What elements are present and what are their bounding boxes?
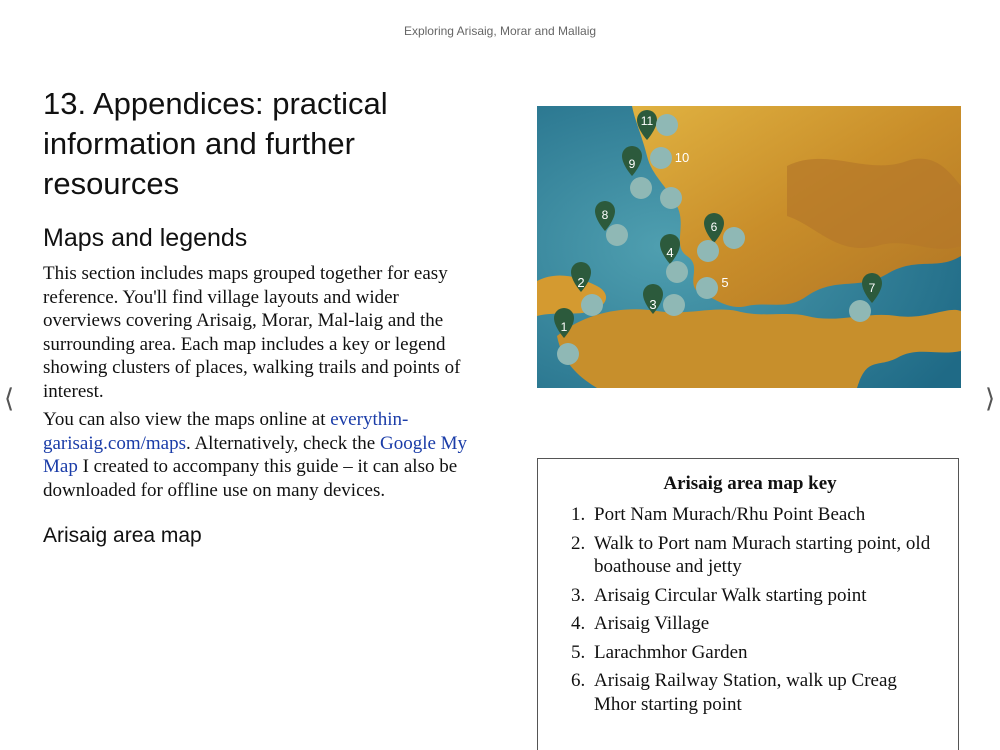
arisaig-area-map [537,106,961,388]
marker-label: 2 [577,275,585,290]
intro-paragraph: This section includes maps grouped together for easy reference. You'll find village layouts and wider overviews covering Arisaig, Morar, Mal-laig and the surrounding area. Each map includes a key or legend showing clusters of places, walking trails and points of interest. [43,263,461,402]
paragraph-text: You can also view the maps online at [43,409,331,430]
map-key-item: 2. Walk to Port nam Murach starting point, old boathouse and jetty [590,532,938,579]
paragraph-text: I created to accompany this guide – it can also be downloaded for offline use on many devices. [43,456,458,501]
marker-label: 4 [666,245,674,260]
map-key-item: 4. Arisaig Village [590,612,938,636]
online-maps-paragraph [43,408,475,502]
golf-icon [660,187,682,209]
map-key-list [562,503,938,716]
previous-page-arrow-icon[interactable]: ⟨ [4,384,15,414]
map-key-title: Arisaig area map key [663,473,837,494]
map-illustration [537,106,961,388]
shell-icon [630,177,652,199]
marker-label: 6 [710,220,718,234]
shell-icon [656,114,678,136]
hiker-icon [663,294,685,316]
paragraph-text: . Alternatively, check the [186,432,380,454]
marker-label: 11 [640,114,654,128]
map-key-box [537,458,959,750]
marker-label: 1 [560,320,568,334]
map-key-item: 6. Arisaig Railway Station, walk up Creag Mhor starting point [590,669,938,716]
village-icon [666,261,688,283]
marker-label: 5 [721,275,729,290]
subsection-title: Arisaig area map [43,524,202,547]
marker-label: 7 [868,281,876,295]
monument-icon [849,300,871,322]
map-key-item: 5. Larachmhor Garden [590,641,938,665]
hiker-icon [650,147,672,169]
map-key-item: 1. Port Nam Murach/Rhu Point Beach [590,503,938,527]
maps-website-link[interactable]: everythin-garisaig.com/maps [43,409,409,454]
map-key-item: 3. Arisaig Circular Walk starting point [590,584,938,608]
hiker-icon [581,294,603,316]
chapter-title: 13. Appendices: practical information and further resources [43,86,388,201]
shell-icon [606,224,628,246]
google-my-map-link[interactable]: Google My Map [43,432,468,477]
marker-label: 8 [601,208,609,222]
hiker-icon [723,227,745,249]
marker-label: 9 [628,157,636,171]
book-title: Exploring Arisaig, Morar and Mallaig [403,24,597,38]
marker-label: 3 [649,297,657,312]
section-title: Maps and legends [43,224,248,252]
trees-icon [696,277,718,299]
next-page-arrow-icon[interactable]: ⟩ [985,384,996,414]
train-icon [697,240,719,262]
shell-icon [557,343,579,365]
marker-label: 10 [674,150,690,165]
text-column [43,84,475,550]
